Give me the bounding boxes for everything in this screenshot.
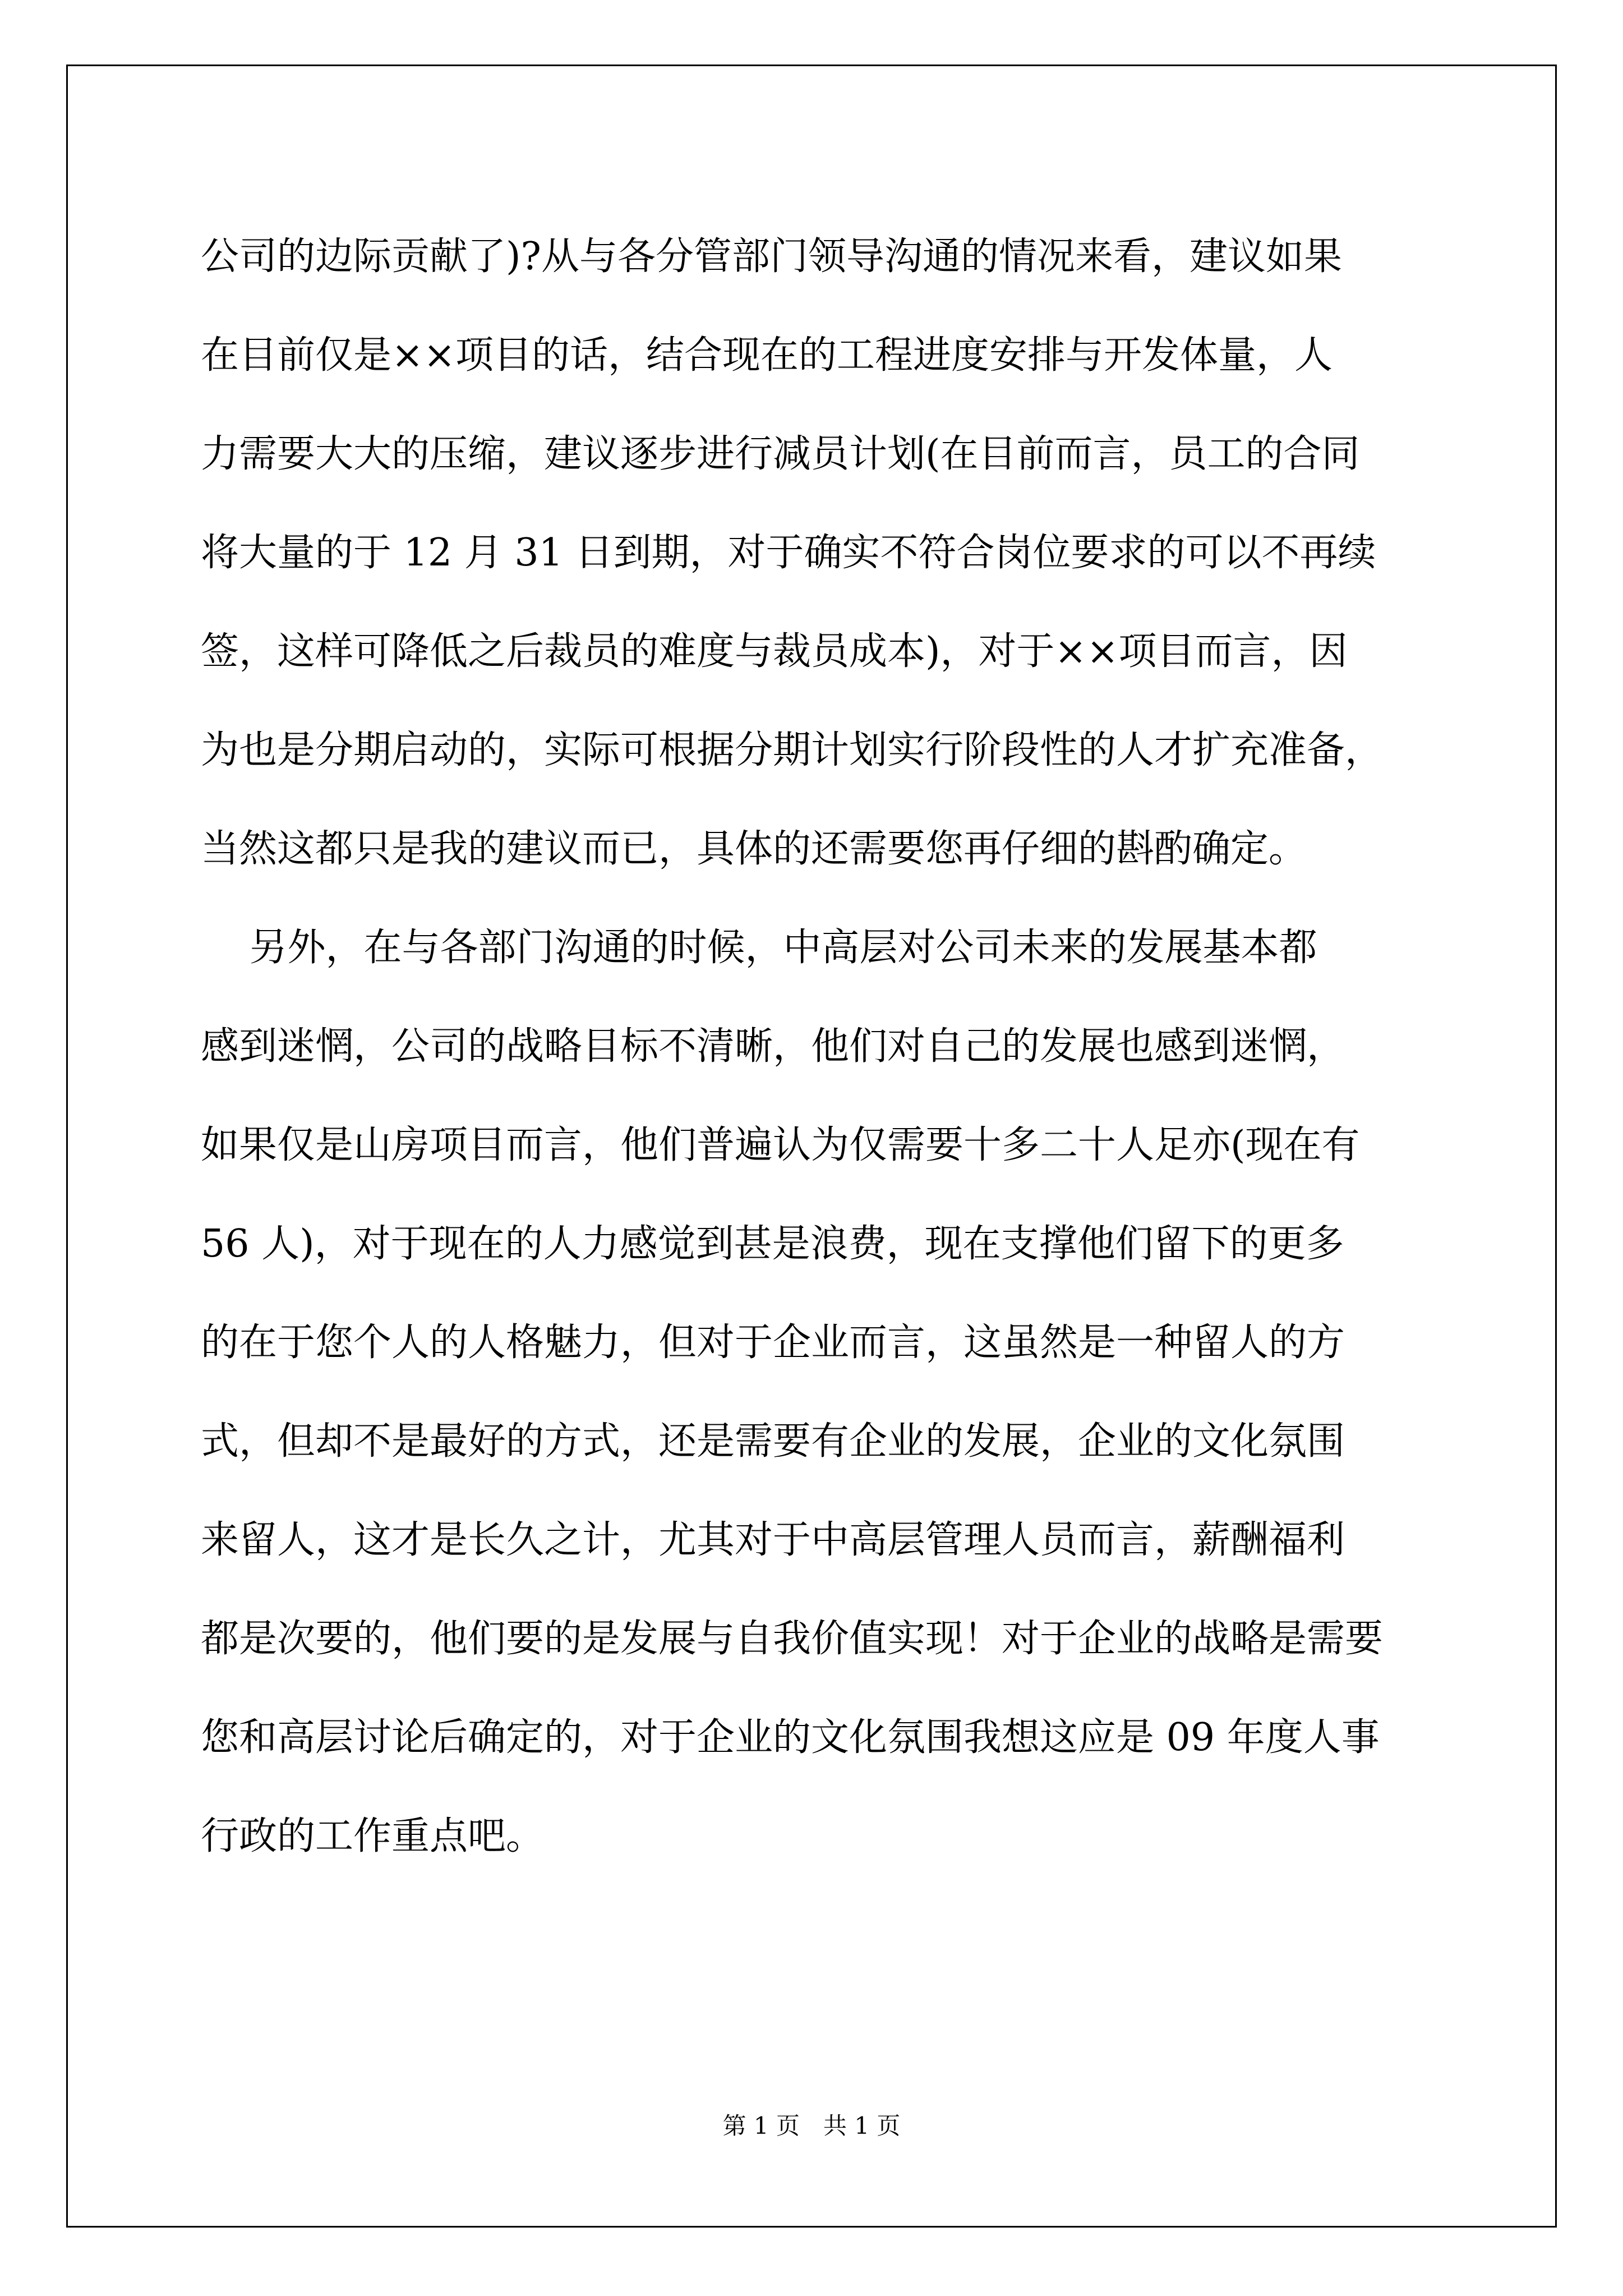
text-line: 式，但却不是最好的方式，还是需要有企业的发展，企业的文化氛围	[201, 1419, 1345, 1464]
text-line: 来留人，这才是长久之计，尤其对于中高层管理人员而言，薪酬福利	[201, 1518, 1345, 1562]
text-line: 另外，在与各部门沟通的时候，中高层对公司未来的发展基本都	[201, 926, 1317, 970]
text-line: 在目前仅是××项目的话，结合现在的工程进度安排与开发体量，人	[201, 333, 1332, 378]
document-body	[201, 208, 1435, 1886]
text-line: 将大量的于 12 月 31 日到期，对于确实不符合岗位要求的可以不再续	[201, 531, 1376, 575]
text-line: 为也是分期启动的，实际可根据分期计划实行阶段性的人才扩充准备，	[201, 728, 1384, 772]
text-line: 都是次要的，他们要的是发展与自我价值实现！对于企业的战略是需要	[201, 1617, 1384, 1661]
text-line: 如果仅是山房项目而言，他们普遍认为仅需要十多二十人足亦(现在有	[201, 1123, 1360, 1167]
page-number-footer: 第 1 页 共 1 页	[722, 2112, 901, 2139]
text-line: 行政的工作重点吧。	[201, 1814, 545, 1858]
text-line: 您和高层讨论后确定的，对于企业的文化氛围我想这应是 09 年度人事	[201, 1715, 1380, 1760]
text-line: 力需要大大的压缩，建议逐步进行减员计划(在目前而言，员工的合同	[201, 432, 1360, 476]
text-line: 签，这样可降低之后裁员的难度与裁员成本)，对于××项目而言，因	[201, 629, 1348, 674]
text-line: 的在于您个人的人格魅力，但对于企业而言，这虽然是一种留人的方	[201, 1320, 1345, 1365]
text-line: 当然这都只是我的建议而已，具体的还需要您再仔细的斟酌确定。	[201, 827, 1307, 871]
text-line: 公司的边际贡献了)?从与各分管部门领导沟通的情况来看，建议如果	[201, 234, 1342, 279]
text-line: 感到迷惘，公司的战略目标不清晰，他们对自己的发展也感到迷惘，	[201, 1024, 1345, 1069]
text-line: 56 人)，对于现在的人力感觉到甚是浪费，现在支撑他们留下的更多	[201, 1222, 1344, 1266]
